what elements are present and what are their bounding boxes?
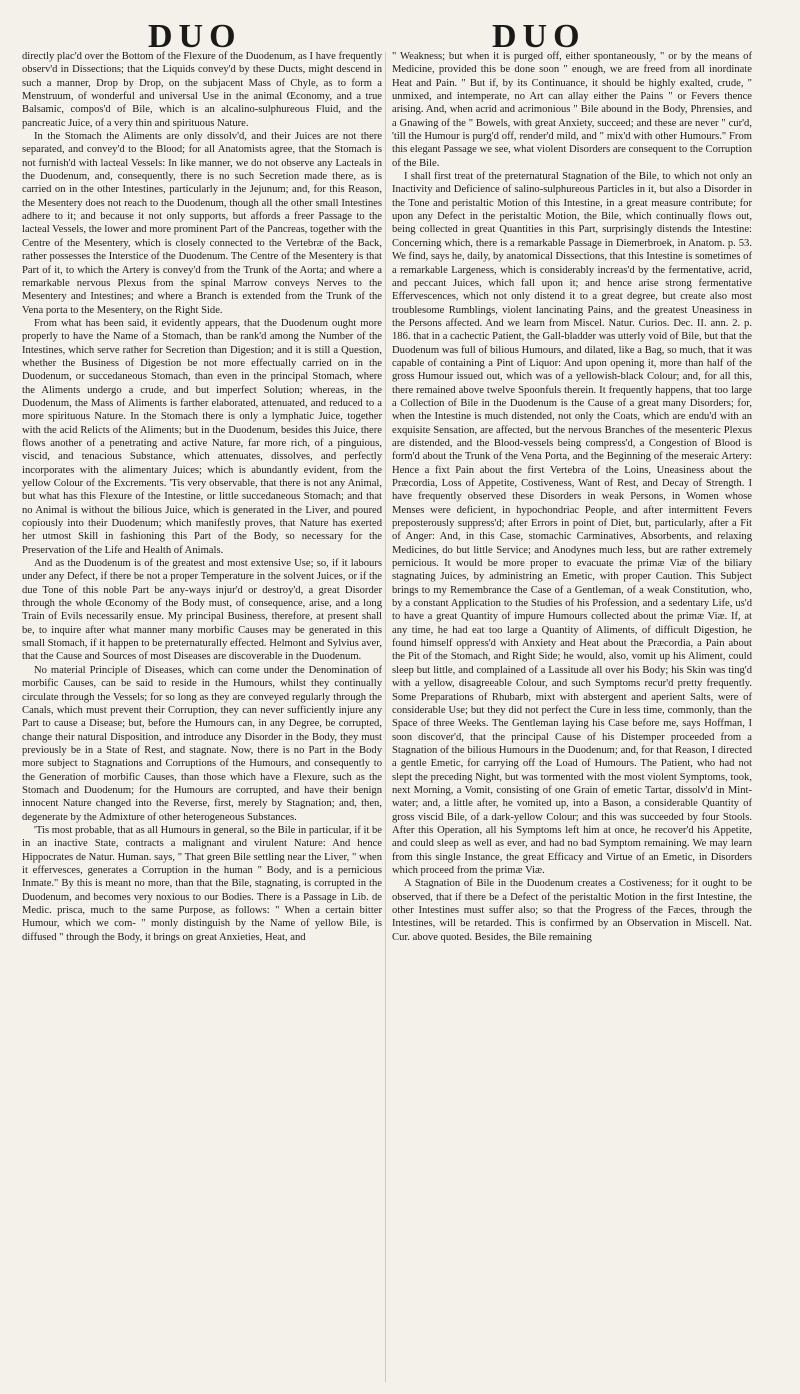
column-divider (385, 52, 386, 1382)
paragraph: I shall first treat of the preternatural Stagnation of the Bile, to which not only an Inactivity and Deficience of salino-sulphureous Particles in it, but also a Disorder in the Tone and peristaltic Motion of this Intestine, in a great measure contribute; for upon any Defect in the peristaltic Motion, the Bile, which continually flows out, being collected in great Quantities in this Part, surprisingly distends the Intestine: Concerning which, there is a remarkable Passage in Diemerbroek, in Anatom. p. 53. We find, says he, daily, by anatomical Dissections, that this Intestine is sometimes of a remarkable Largeness, which is considerably increas'd by the fermentative, acrid, and peccant Juices, which fall upon it; and hence arise strong fermentative Effervescences, which not only distend it to a great degree, but create also most troublesome Rumblings, violent lancinating Pains, and the greatest Uneasiness in the Persons affected. And we learn from Miscel. Natur. Curios. Dec. II. ann. 2. p. 186. that in a cachectic Patient, the Gall-bladder was utterly void of Bile, but that the Duodenum was full of bilious Humours, and dilated, like a Bag, so much, that it was capable of containing a Pint of Liquor: And upon opening it, more than half of the gross Humour issued out, which was of a yellowish-black Colour; and, for all this, there remained above twelve Spoonfuls therein. It frequently happens, that too large a Collection of Bile in the Duodenum is the Cause of a great many Disorders; for, when the Intestine is much distended, not only the Coats, which are endu'd with an exquisite Sensation, are affected, but the nervous Branches of the mesenteric Plexus are distended, and the Blood-vessels being compress'd, a Congestion of Blood is form'd about the Trunk of the Vena Porta, and the Beginning of the meseraic Artery: Hence a fixt Pain about the first Vertebra of the Loins, Uneasiness about the Præcordia, Loss of Appetite, Costiveness, Want of Rest, and Decay of Strength. I have frequently observed these Disorders in weak Persons, in Women whose Menses were deficient, in hypochondriac People, and after intermittent Fevers preposterously suppress'd; after Errors in point of Diet, but, particularly, after a Fit of Anger: And, in this Case, stomachic Carminatives, Absorbents, and relaxing Medicines, do but little Service; and Anodynes much less, but are rather extremely pernicious. It would be more proper to evacuate the primæ Viæ of the biliary stagnating Juices, by administring an Emetic, with proper Caution. This Subject brings to my Remembrance the Case of a Gentleman, of a weak Constitution, who, by a constant Application to the Studies of his Profession, and a sedentary Life, us'd to have a great Quantity of impure Humours collected about the primæ Viæ. If, at any time, he had eat too large a Quantity of Aliments, of difficult Digestion, he found himself oppress'd with Anxiety and Heat about the Præcordia, a Pain about the Pit of the Stomach, and Right Side; he would, also, vomit up his Aliment, could sleep but little, and complained of a Lassitude all over his Body; his Skin was ting'd with a yellow, disagreeable Colour, and such Symptoms recur'd pretty frequently. Some Preparations of Rhubarb, mixt with abstergent and aperient Salts, were of considerable Use; but they did not perfect the Cure in less time, commonly, than the Space of three Weeks. The Gentleman laying his Case before me, says Hoffman, I soon discover'd, that the principal Cause of his Distemper proceeded from a Stagnation of the bilious Humours in the Duodenum; and, for that Reason, I directed a gentle Emetic, for carrying off the Load of Humours. The Patient, who had not slept the preceding Night, but was tormented with the most violent Symptoms, took, next Morning, a Vomit, consisting of one Grain of emetic Tartar, dissolv'd in Mint-water; and, a little after, he vomited up, into a Bason, a considerable Quantity of gross viscid Bile, of a dark-yellow Colour; and this was succeeded by four Stools. After this Operation, all his Symptoms left him at once, he recover'd his Appetite, and could sleep as well as ever, and had no bad Symptom remaining. We may learn from this single Instance, the great Efficacy and Virtue of an Emetic, in Disorders which proceed from the primæ Viæ. (392, 171, 752, 876)
paragraph: No material Principle of Diseases, which can come under the Denomination of morbific Causes, can be said to reside in the Humours, whilst they continually circulate through the Vessels; for so long as they are conveyed regularly through the Canals, which must prevent their Corruption, they can never sufficiently injure any Part to cause a Disease; but, before the Humours can, in any Degree, be corrupted, change their natural Disposition, and introduce any Disorder in the Body, they must previously be in a State of Rest, and stagnate. Now, there is no Part in the Body more subject to Stagnations and Corruptions of the Humours, and consequently to the Generation of morbific Causes, than those which have a Flexure, such as the Stomach and Duodenum; for the Humours are corrupted, and have their benign innocent Nature changed into the Reverse, first, merely by Stagnation; and, then, degenerate by the Admixture of other heterogeneous Substances. (22, 664, 382, 823)
paragraph: A Stagnation of Bile in the Duodenum creates a Costiveness; for it ought to be observed, that if there be a Defect of the peristaltic Motion in the first Intestine, the other Intestines must suffer also; so that the Progress of the Fæces, through the Intestines, will be retarded. This is confirmed by an Observation in Miscell. Nat. Cur. above quoted. Besides, the Bile remaining (392, 878, 752, 943)
right-column (392, 50, 752, 1386)
running-header-right: DUO (492, 18, 586, 55)
left-column (22, 50, 382, 1386)
paragraph: And as the Duodenum is of the greatest and most extensive Use; so, if it labours under any Defect, if there be not a proper Temperature in the solvent Juices, or if the due Tone of this noble Part be any-ways injur'd or destroy'd, a great Disorder through the whole Œconomy of the Body must, of consequence, arise, and a long Train of Evils necessarily ensue. My principal Business, therefore, at present shall be, to inquire after what manner many morbific Causes may be generated in this small Stomach, if it happen to be preternaturally effected. Helmont and Sylvius aver, that the Cause and Sources of most Diseases are discoverable in the Duodenum. (22, 558, 382, 663)
paragraph: From what has been said, it evidently appears, that the Duodenum ought more properly to have the Name of a Stomach, than be rank'd among the Number of the Intestines, which serve rather for Secretion than Digestion; and it is still a Question, whether the Business of Digestion be not more effectually carried on in the Duodenum, or succedaneous Stomach, than even in the principal Stomach, where the Aliments undergo a crude, and but imperfect Solution; whereas, in the Duodenum, the Mass of Aliments is farther elaborated, attenuated, and reduced to a more spirituous Nature. In the Stomach there is only a lymphatic Juice, together with the acid Relicts of the Aliments; but in the Duodenum, besides this Juice, there flows another of a penetrating and active Nature, far more rich, of a pinguious, viscid, and tenacious Substance, which attenuates, dissolves, and perfectly incorporates with the alimentary Juices; which is abundantly evident, from the yellow Colour of the Excrements. 'Tis very observable, that there is not any Animal, but what has this Flexure of the Intestine, or little succedaneous Stomach; and that no Animal is without the bilious Juice, which is generated in the Liver, and poured copiously into their Duodenum; which manifestly proves, that Nature has exerted her utmost Skill in fashioning this Part of the Body, so necessary for the Preservation of the Life and Health of Animals. (22, 317, 382, 556)
paragraph: In the Stomach the Aliments are only dissolv'd, and their Juices are not there separated, and convey'd to the Blood; for all Anatomists agree, that the Stomach is not furnish'd with lacteal Vessels: In like manner, we do not observe any Lacteals in the Duodenum, and, consequently, there is no such Secretion made there, as is carried on in the other Intestines, particularly in the Jejunum; and, for this Reason, the Mesentery does not reach to the Duodenum, though all the other small Intestines adhere to it; and because it not only supports, but affords a freer Passage to the lacteal Vessels, the lower and more prominent Part of the Pancreas, together with the Centre of the Mesentery, which is closely connected to the Vertebræ of the Back, rather possesses the Interstice of the Duodenum. The Centre of the Mesentery is that Part of it, to which the Artery is convey'd from the Trunk of the Aorta; and where a remarkable nervous Plexus from the spinal Marrow conveys Nerves to the Mesentery and Intestines; and where a Branch is extended from the Trunk of the Vena porta to the Mesentery, on the Right Side. (22, 131, 382, 316)
paragraph: 'Tis most probable, that as all Humours in general, so the Bile in particular, if it be in an inactive State, contracts a malignant and virulent Nature: And hence Hippocrates de Natur. Human. says, " That green Bile settling near the Liver, " when it effervesces, generates a Corruption in the human " Body, and is a pernicious Inmate." By this is meant no more, than that the Bile, stagnating, is corrupted in the Duodenum, and becomes very noxious to our Bodies. There is a Passage in Lib. de Medic. prisca, much to the same Purpose, as follows: " When a certain bitter Humour, which we com- " monly distinguish by the Name of yellow Bile, is diffused " through the Body, it brings on great Anxieties, Heat, and (22, 824, 382, 943)
paragraph: directly plac'd over the Bottom of the Flexure of the Duodenum, as I have frequently observ'd in Dissections; that the Liquids convey'd by these Ducts, might descend in such a manner, Drop by Drop, on the subjacent Mass of Chyle, as to form a Menstruum, of wonderful and universal Use in the animal Œconomy, and a true Balsamic, compos'd of Bile, which is an alcalino-sulphureous Fluid, and the pancreatic Juice, of a very thin and spirituous Nature. (22, 51, 382, 129)
running-header-left: DUO (148, 18, 242, 55)
paragraph: " Weakness; but when it is purged off, either spontaneously, " or by the means of Medicine, provided this be done soon " enough, we are freed from all inordinate Heat and Pain. " But if, by its Continuance, it should be highly exalted, crude, " unmixed, and intemperate, no Art can allay either the Pains " or Fevers thence arising. And, when acrid and acrimonious " Bile abound in the Body, Phrensies, and a Gnawing of the " Bowels, with great Anxiety, succeed; and these are never " cur'd, 'till the Humour is purg'd off, render'd mild, and " mix'd with other Humours." From this elegant Passage we see, what violent Disorders are consequent to the Corruption of the Bile. (392, 51, 752, 169)
